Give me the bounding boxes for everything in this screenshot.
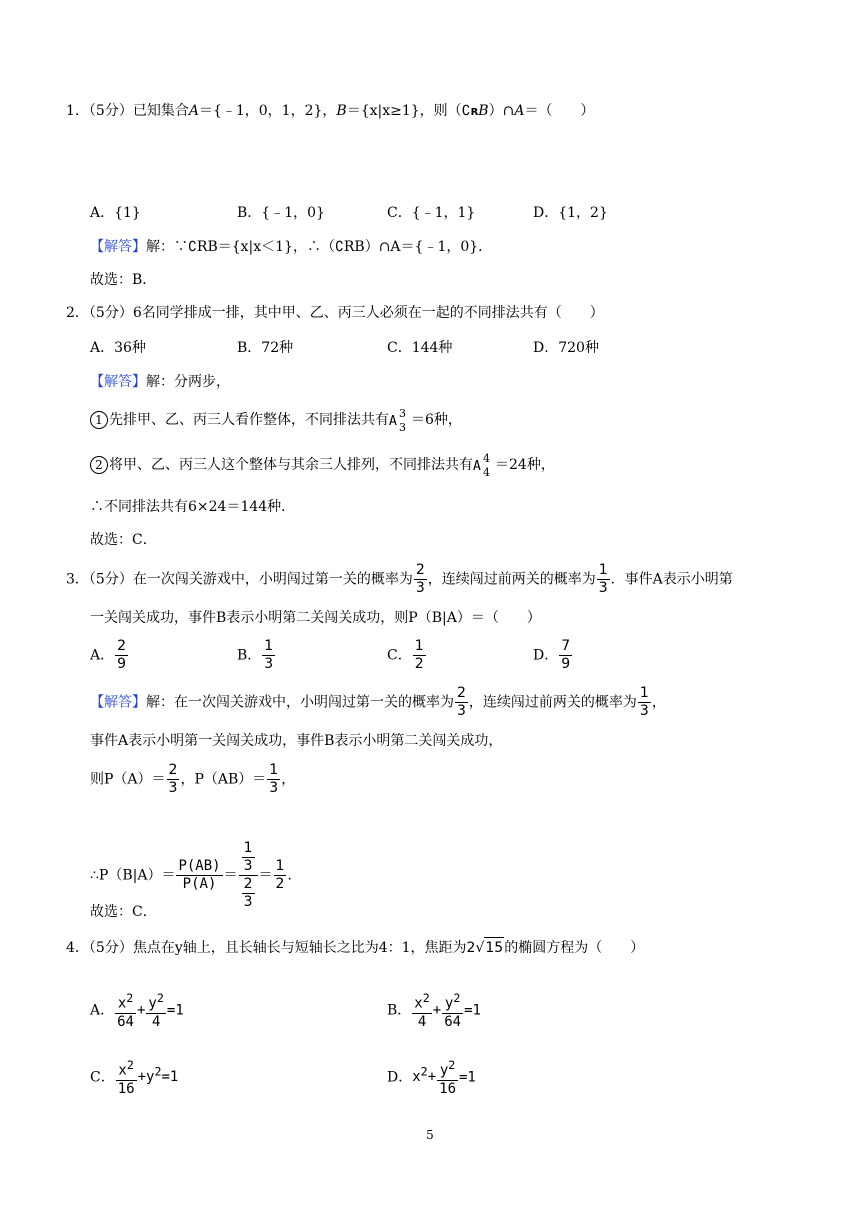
page-number: 5: [426, 1128, 434, 1142]
q4-option-c[interactable]: C． $\frac{x^2}{16}$ $+y^2=1$: [90, 1058, 179, 1097]
q3-answer: 【解答】解：在一次闯关游戏中，小明闯过第一关的概率为 $\frac{2}{3}$ ，连续闯过前两关的概率为 $\frac{1}{3}$ ，: [90, 685, 666, 719]
q1-option-d[interactable]: D．{1，2}: [533, 205, 608, 221]
permutation-a33: A 3 3: [389, 407, 406, 434]
q2-conclusion: ∴不同排法共有6×24＝144种．: [90, 499, 296, 515]
q4-stem: 4．（5分）焦点在y轴上，且长轴长与短轴长之比为4：1，焦距为2√15的椭圆方程为（ ）: [66, 937, 644, 958]
q1-option-a[interactable]: A．{1}: [90, 205, 141, 221]
q3-answer-line4: ∴P（B|A）＝ $\frac{P(AB)}{P(A)}$ ＝ $\frac{\frac{1}{3}}{\frac{2}{3}}$ ＝ $\frac{1}{2}$ ．: [90, 840, 302, 910]
q2-step2: 2 将甲、乙、丙三人这个整体与其余三人排列，不同排法共有 A 4 4 ＝24种，: [90, 455, 555, 475]
q3-stem-line2: 一关闯关成功，事件B表示小明第二关闯关成功，则P（B|A）＝（ ）: [90, 610, 541, 626]
q4-option-a[interactable]: A． $\frac{x^2}{64}$ + $\frac{y^2}{4}$ =1: [90, 991, 184, 1030]
q2-option-c[interactable]: C．144种: [387, 340, 453, 356]
q1-stem: 1．（5分）已知集合A＝{﹣1，0，1，2}，B＝{x|x≥1}，则（∁RB）∩A＝（ ）: [66, 103, 595, 119]
permutation-a44: A 4 4: [473, 452, 490, 479]
circled-number: 1: [90, 411, 108, 429]
q2-option-d[interactable]: D．720种: [533, 340, 599, 356]
q3-option-a[interactable]: A． $\frac{2}{9}$: [90, 638, 127, 672]
q1-option-c[interactable]: C．{﹣1，1}: [387, 205, 476, 221]
q3-stem: 3．（5分）在一次闯关游戏中，小明闯过第一关的概率为 $\frac{2}{3}$ ，连续闯过前两关的概率为 $\frac{1}{3}$ ．事件A表示小明第: [66, 562, 733, 596]
q3-answer-line3: 则P（A）＝ $\frac{2}{3}$ ，P（AB）＝ $\frac{1}{3}$ ，: [90, 762, 296, 796]
q4-option-d[interactable]: D．$x^2+$ $\frac{y^2}{16}$ =1: [387, 1058, 476, 1097]
q4-option-b[interactable]: B． $\frac{x^2}{4}$ + $\frac{y^2}{64}$ =1: [387, 991, 481, 1030]
circled-number: 2: [90, 456, 108, 474]
answer-tag: 【解答】: [90, 374, 146, 390]
q1-option-b[interactable]: B．{﹣1，0}: [237, 205, 325, 221]
q2-answer: 【解答】解：分两步，: [90, 374, 230, 390]
q2-choice: 故选：C．: [90, 532, 157, 548]
q2-step1: 1 先排甲、乙、丙三人看作整体，不同排法共有 A 3 3 ＝6种，: [90, 410, 462, 430]
answer-tag: 【解答】: [90, 239, 146, 255]
q3-answer-line2: 事件A表示小明第一关闯关成功，事件B表示小明第二关闯关成功，: [90, 733, 503, 749]
q1-choice: 故选：B．: [90, 272, 157, 288]
q3-choice: 故选：C．: [90, 904, 157, 920]
q1-answer: 【解答】解：∵∁RB＝{x|x＜1}，∴（∁RB）∩A＝{﹣1，0}．: [90, 239, 493, 255]
q3-option-d[interactable]: D． $\frac{7}{9}$: [533, 638, 571, 672]
q2-option-b[interactable]: B．72种: [237, 340, 294, 356]
q2-stem: 2．（5分）6名同学排成一排，其中甲、乙、丙三人必须在一起的不同排法共有（ ）: [66, 305, 604, 321]
answer-tag: 【解答】: [90, 694, 146, 711]
q3-option-c[interactable]: C． $\frac{1}{2}$: [387, 638, 424, 672]
q3-option-b[interactable]: B． $\frac{1}{3}$: [237, 638, 274, 672]
q2-option-a[interactable]: A．36种: [90, 340, 146, 356]
